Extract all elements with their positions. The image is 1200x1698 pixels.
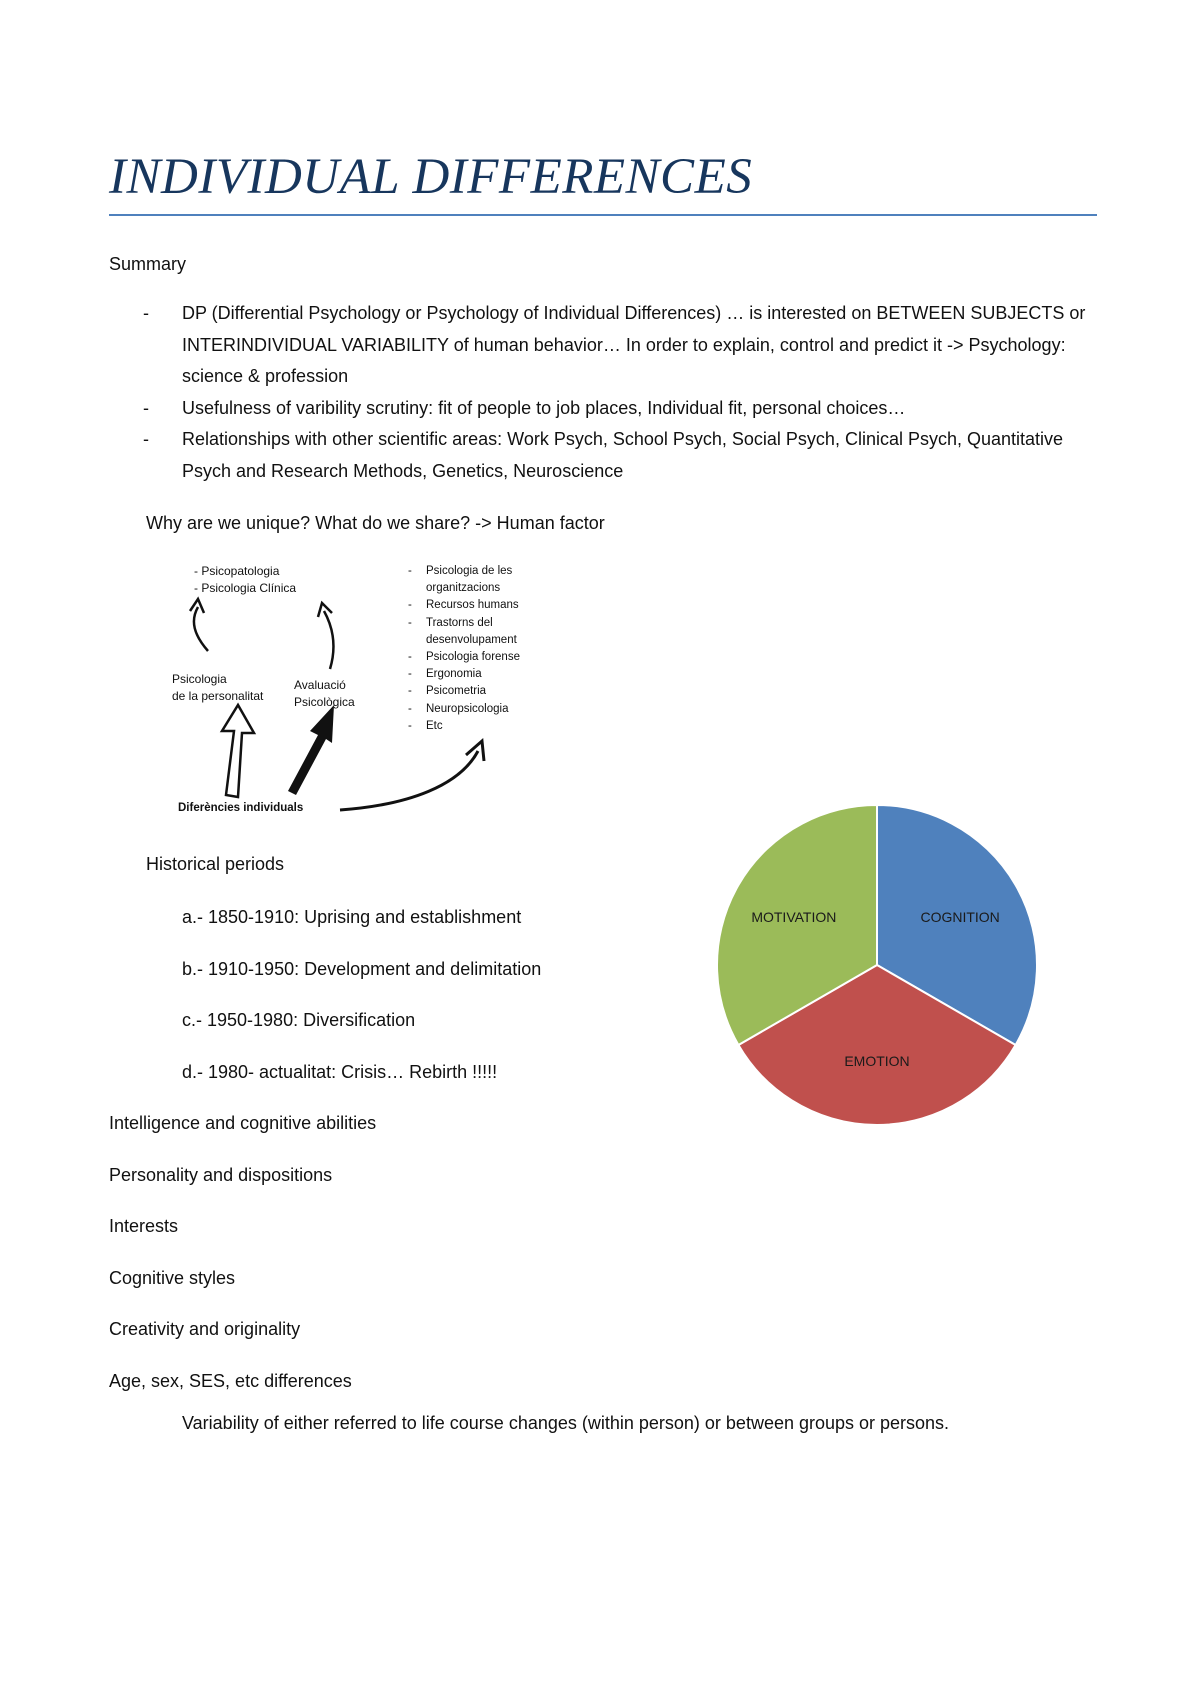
diagram-label-individual-differences: Diferències individuals: [178, 802, 304, 814]
period-item: b.- 1910-1950: Development and delimitation: [182, 958, 542, 979]
diagram-list-item: - Psicologia forense: [408, 649, 536, 666]
topics-list: [109, 1098, 376, 1407]
historical-heading: Historical periods: [146, 854, 285, 874]
long-curved-arrow: [340, 751, 478, 810]
pie-label-motivation: MOTIVATION: [751, 909, 837, 925]
diagram-label-personality-2: de la personalitat: [172, 689, 264, 703]
diagram-list-item: - Psicologia de les organitzacions: [408, 563, 536, 597]
curved-arrow-left: [194, 607, 208, 651]
diagram-list-item: - Ergonomia: [408, 666, 536, 683]
solid-diagonal-arrow: [288, 705, 334, 795]
diagram-label-assessment-2: Psicològica: [294, 695, 355, 709]
variability-note: Variability of either referred to life course changes (within person) or between groups or persons.: [182, 1413, 950, 1433]
pie-label-emotion: EMOTION: [844, 1053, 910, 1069]
topic-item: Creativity and originality: [109, 1319, 301, 1339]
page-title: INDIVIDUAL DIFFERENCES: [109, 149, 753, 205]
question-line: Why are we unique? What do we share? -> Human factor: [146, 513, 605, 533]
topic-item: Personality and dispositions: [109, 1164, 333, 1185]
curved-arrow-right: [324, 611, 333, 669]
diagram-list-item: - Psicometria: [408, 683, 536, 700]
topic-item: Intelligence and cognitive abilities: [109, 1113, 377, 1133]
period-item: a.- 1850-1910: Uprising and establishment: [182, 907, 522, 927]
diagram-list-item: - Recursos humans: [408, 597, 536, 614]
topic-item: Interests: [109, 1216, 179, 1236]
diagram-applications-list: [408, 563, 536, 735]
diagram-label-personality: Psicologia: [172, 672, 227, 686]
title-underline: [109, 214, 1097, 216]
topic-item: Cognitive styles: [109, 1267, 236, 1288]
summary-heading: Summary: [109, 254, 187, 274]
pie-chart: [712, 800, 1042, 1130]
period-item: d.- 1980- actualitat: Crisis… Rebirth !!!!!: [182, 1061, 498, 1082]
diagram-list-item: - Trastorns del desenvolupament: [408, 615, 536, 649]
diagram-list-item: - Etc: [408, 718, 536, 735]
period-item: c.- 1950-1980: Diversification: [182, 1010, 416, 1030]
hollow-up-arrow: [222, 705, 254, 797]
topic-item: Age, sex, SES, etc differences: [109, 1370, 352, 1391]
summary-bullet: - DP (Differential Psychology or Psychology of Individual Differences) … is interested on BETWEEN SUBJECTS or INTERINDIVIDUAL VARIABILITY of human behavior… In order to explain, control and predict it -> Psychology: science & profession: [109, 298, 1099, 393]
summary-bullet: - Usefulness of varibility scrutiny: fit of people to job places, Individual fit, personal choices…: [109, 393, 1099, 425]
diagram-list-item: - Neuropsicologia: [408, 701, 536, 718]
pie-label-cognition: COGNITION: [920, 909, 1000, 925]
diagram-label-assessment: Avaluació: [294, 678, 346, 692]
summary-bullet: - Relationships with other scientific areas: Work Psych, School Psych, Social Psych, Clinical Psych, Quantitative Psych and Research Methods, Genetics, Neuroscience: [109, 424, 1099, 487]
diagram-label-psicopatologia: - Psicopatologia: [194, 564, 280, 578]
summary-bullet-list: [109, 298, 1099, 487]
historical-periods-list: [182, 892, 541, 1098]
diagram-label-psicologia-clinica: - Psicologia Clínica: [194, 581, 297, 595]
differences-diagram: [160, 555, 550, 825]
